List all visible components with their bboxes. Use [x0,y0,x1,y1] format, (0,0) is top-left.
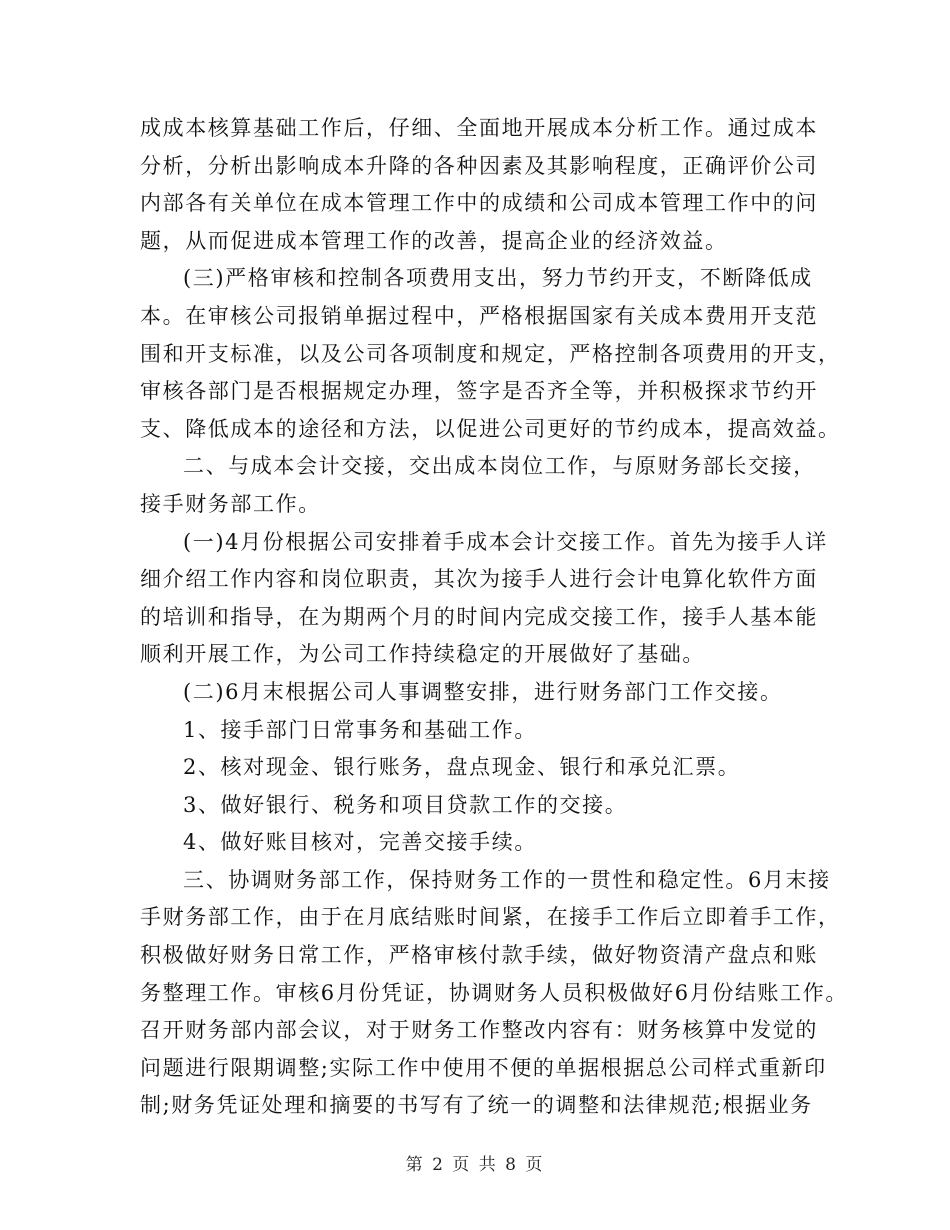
text-line: 4、做好账目核对，完善交接手续。 [183,830,537,855]
text-line: 1、接手部门日常事务和基础工作。 [183,717,537,742]
text-line: 二、与成本会计交接，交出成本岗位工作，与原财务部长交接， [183,454,816,479]
document-body [140,110,848,1125]
text-line: 审核各部门是否根据规定办理，签字是否齐全等，并积极探求节约开 [140,379,818,404]
text-line: 2、核对现金、银行账务，盘点现金、银行和承兑汇票。 [183,755,741,780]
text-line: 召开财务部内部会议，对于财务工作整改内容有：财务核算中发觉的 [140,1018,818,1043]
text-line: 本。在审核公司报销单据过程中，严格根据国家有关成本费用开支范 [140,303,818,328]
text-line: 制;财务凭证处理和摘要的书写有了统一的调整和法律规范;根据业务 [140,1093,813,1118]
text-line: 支、降低成本的途径和方法，以促进公司更好的节约成本，提高效益。 [140,416,841,441]
text-line: 题，从而促进成本管理工作的改善，提高企业的经济效益。 [140,228,728,253]
text-line: 围和开支标准，以及公司各项制度和规定，严格控制各项费用的开支， [140,341,841,366]
text-line: 顺利开展工作，为公司工作持续稳定的开展做好了基础。 [140,642,705,667]
text-line: (一)4月份根据公司安排着手成本会计交接工作。首先为接手人详 [183,529,828,554]
text-line: 积极做好财务日常工作，严格审核付款手续，做好物资清产盘点和账 [140,943,818,968]
text-line: 3、做好银行、税务和项目贷款工作的交接。 [183,792,628,817]
text-line: (二)6月末根据公司人事调整安排，进行财务部门工作交接。 [183,679,783,704]
page-footer: 第 2 页 共 8 页 [405,1155,545,1175]
text-line: 的培训和指导，在为期两个月的时间内完成交接工作，接手人基本能 [140,604,818,629]
text-line: 细介绍工作内容和岗位职责，其次为接手人进行会计电算化软件方面 [140,567,818,592]
text-line: 手财务部工作，由于在月底结账时间紧，在接手工作后立即着手工作， [140,905,841,930]
text-line: (三)严格审核和控制各项费用支出，努力节约开支，不断降低成 [183,266,813,291]
text-line: 问题进行限期调整;实际工作中使用不便的单据根据总公司样式重新印 [140,1055,827,1080]
text-line: 三、协调财务部工作，保持财务工作的一贯性和稳定性。6月末接 [183,867,831,892]
text-line: 成成本核算基础工作后，仔细、全面地开展成本分析工作。通过成本 [140,116,818,140]
text-line: 接手财务部工作。 [140,491,321,516]
text-line: 分析，分析出影响成本升降的各种因素及其影响程度，正确评价公司 [140,153,818,178]
text-line: 务整理工作。审核6月份凭证，协调财务人员积极做好6月份结账工作。 [140,980,848,1005]
text-line: 内部各有关单位在成本管理工作中的成绩和公司成本管理工作中的问 [140,191,818,216]
